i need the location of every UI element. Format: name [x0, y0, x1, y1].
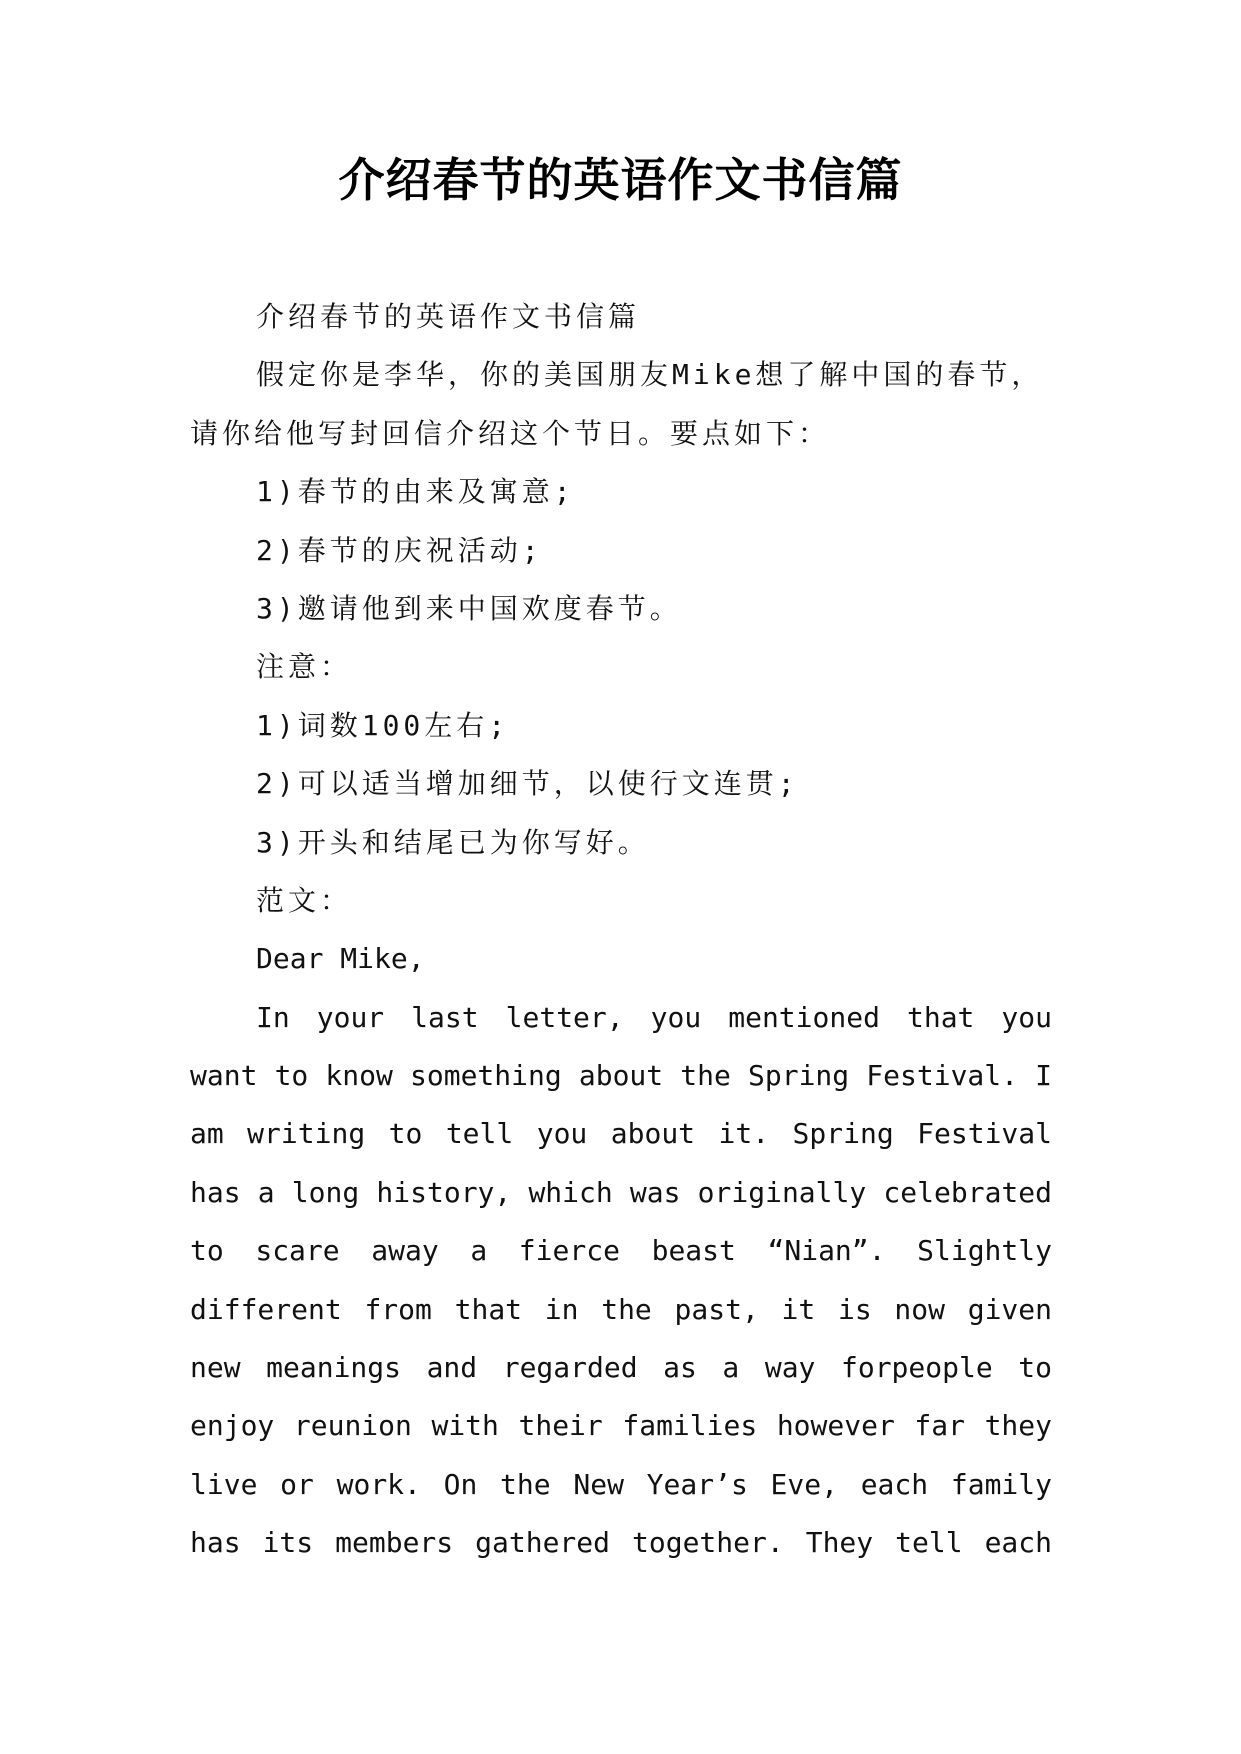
letter-line-4: has a long history, which was originally celebrated: [190, 1175, 1052, 1209]
note-1: 1)词数100左右;: [256, 708, 510, 742]
letter-line-3: am writing to tell you about it. Spring Festival: [190, 1117, 1052, 1151]
letter-line-2: want to know something about the Spring Festival. I: [190, 1059, 1052, 1093]
document-title: 介绍春节的英语作文书信篇: [338, 153, 903, 207]
letter-salutation: Dear Mike,: [256, 942, 425, 976]
sample-heading: 范文：: [256, 883, 353, 917]
letter-line-6: different from that in the past, it is now given: [190, 1292, 1052, 1326]
paragraph-prompt-line-2: 请你给他写封回信介绍这个节日。要点如下：: [190, 416, 831, 450]
point-2: 2)春节的庆祝活动;: [256, 533, 543, 567]
letter-line-8: enjoy reunion with their families however far they: [190, 1409, 1052, 1443]
letter-line-1: In your last letter, you mentioned that you: [256, 1000, 1052, 1034]
point-3: 3)邀请他到来中国欢度春节。: [256, 591, 682, 625]
point-1: 1)春节的由来及寓意;: [256, 475, 575, 509]
document-body: [190, 288, 1052, 1573]
letter-line-5: to scare away a fierce beast “Nian”. Slightly: [190, 1234, 1052, 1268]
paragraph-prompt-line-1: 假定你是李华，你的美国朋友Mike想了解中国的春节，: [256, 358, 1044, 392]
letter-line-7: new meanings and regarded as a way forpeople to: [190, 1351, 1052, 1385]
note-2: 2)可以适当增加细节，以使行文连贯;: [256, 767, 799, 801]
note-3: 3)开头和结尾已为你写好。: [256, 825, 650, 859]
paragraph-subtitle: 介绍春节的英语作文书信篇: [256, 300, 641, 333]
letter-line-9: live or work. On the New Year’s Eve, each family: [190, 1467, 1052, 1501]
letter-line-10: has its members gathered together. They tell each: [190, 1526, 1052, 1560]
notes-heading: 注意：: [256, 650, 353, 684]
